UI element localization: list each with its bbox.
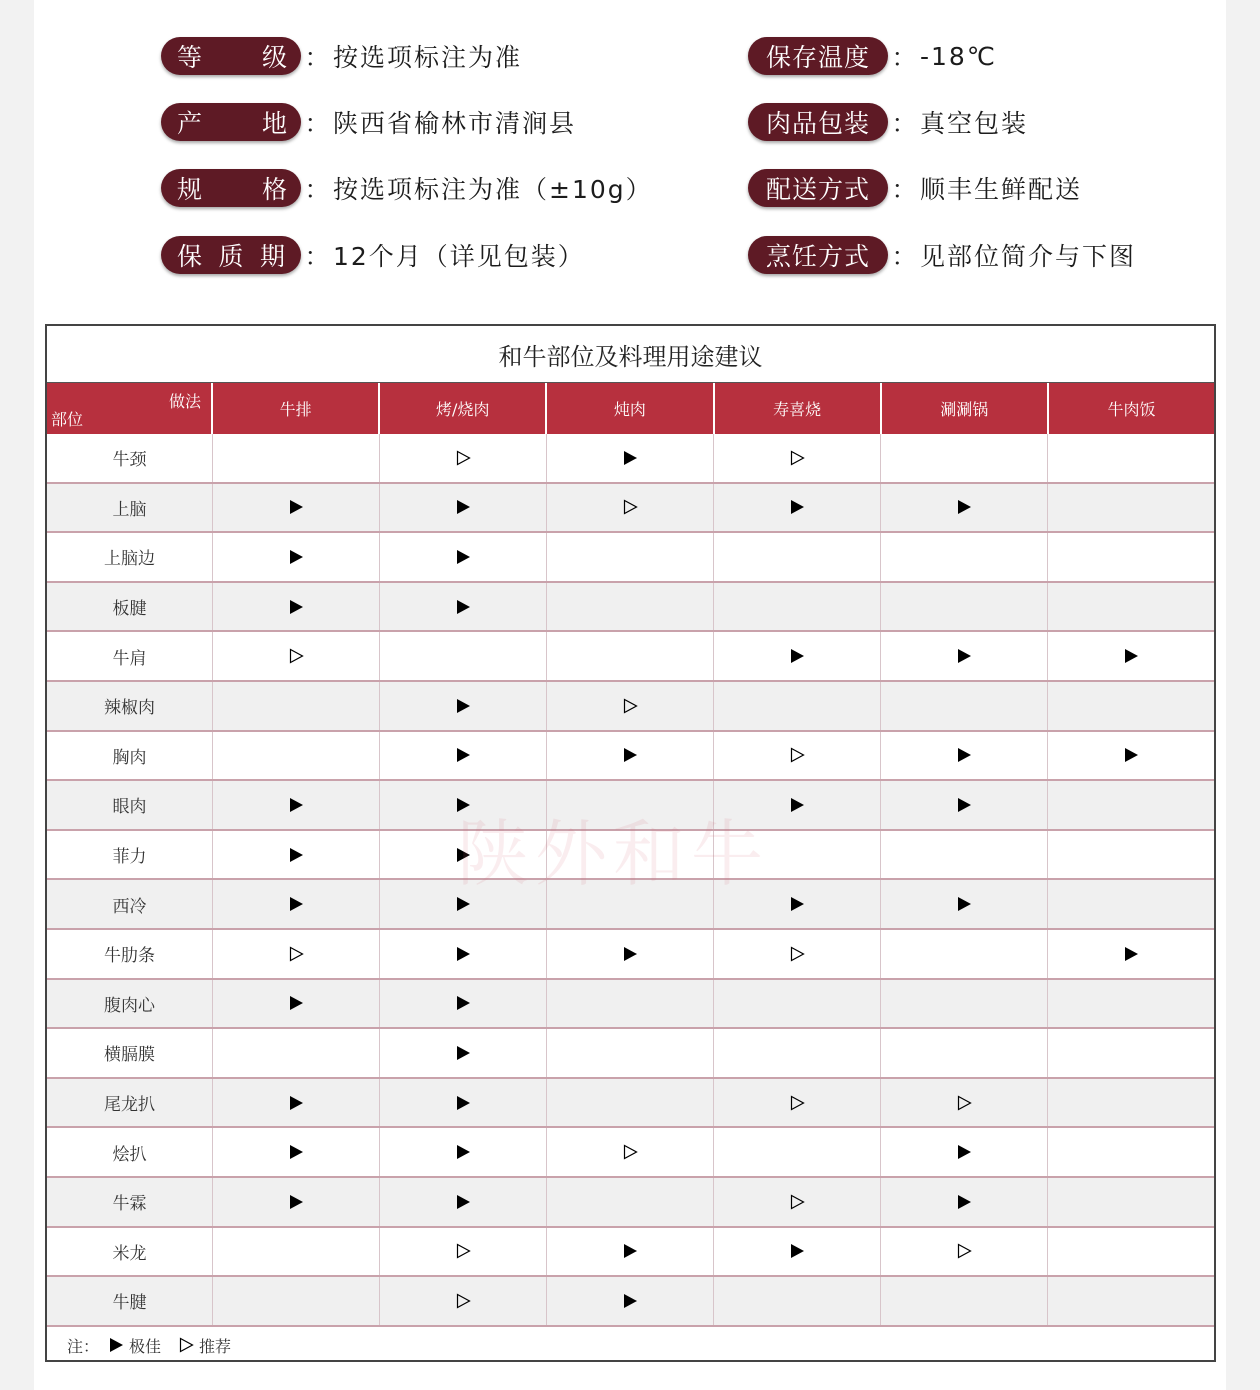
table-cell — [881, 831, 1048, 879]
corner-method-label: 做法 — [168, 392, 201, 411]
table-cell — [1048, 930, 1214, 978]
table-cell — [380, 880, 547, 928]
table-cell — [1048, 781, 1214, 829]
info-row-left — [161, 36, 522, 76]
info-label-char: 质 — [218, 242, 244, 271]
table-cell — [881, 1029, 1048, 1077]
filled-triangle-icon — [287, 1193, 305, 1211]
filled-triangle-icon — [788, 647, 806, 665]
outline-triangle-icon — [788, 746, 806, 764]
table-cell — [213, 484, 380, 532]
table-row — [47, 930, 1214, 980]
filled-triangle-icon — [955, 1193, 973, 1211]
info-row-left — [161, 168, 653, 208]
table-cell — [1048, 533, 1214, 581]
table-cell — [213, 930, 380, 978]
filled-triangle-icon — [287, 1143, 305, 1161]
table-cell — [714, 1228, 881, 1276]
table-cell — [714, 980, 881, 1028]
table-cell — [881, 682, 1048, 730]
table-cell — [213, 583, 380, 631]
filled-triangle-icon — [287, 548, 305, 566]
outline-triangle-icon — [177, 1336, 195, 1354]
table-cell — [547, 632, 714, 680]
info-label-pill: 烹饪方式 — [748, 236, 888, 274]
filled-triangle-icon — [287, 846, 305, 864]
table-cell — [380, 484, 547, 532]
column-header: 涮涮锅 — [882, 383, 1049, 434]
table-cell — [213, 1029, 380, 1077]
column-header: 牛肉饭 — [1107, 400, 1156, 419]
outline-triangle-icon — [454, 1292, 472, 1310]
table-cell — [547, 1029, 714, 1077]
table-cell — [714, 1277, 881, 1325]
table-cell — [1048, 880, 1214, 928]
table-cell — [881, 434, 1048, 482]
table-row — [47, 980, 1214, 1030]
table-cell — [714, 1029, 881, 1077]
info-value: 真空包装 — [920, 109, 1029, 138]
outline-triangle-icon — [454, 449, 472, 467]
info-value: 见部位简介与下图 — [920, 242, 1137, 271]
outline-triangle-icon — [788, 1094, 806, 1112]
table-cell — [380, 1029, 547, 1077]
info-row-right — [748, 36, 997, 76]
outline-triangle-icon — [621, 1143, 639, 1161]
row-part-name: 牛颈 — [47, 434, 213, 482]
info-label-pill — [161, 236, 301, 274]
table-cell — [380, 1128, 547, 1176]
table-cell — [714, 880, 881, 928]
info-colon: ： — [891, 175, 917, 204]
table-cell — [380, 682, 547, 730]
filled-triangle-icon — [454, 746, 472, 764]
table-row — [47, 1277, 1214, 1327]
table-cell — [1048, 732, 1214, 780]
filled-triangle-icon — [454, 895, 472, 913]
row-part-name: 腹肉心 — [47, 980, 213, 1028]
filled-triangle-icon — [287, 1094, 305, 1112]
info-value: 按选项标注为准 — [333, 43, 523, 72]
outline-triangle-icon — [621, 697, 639, 715]
table-cell — [380, 632, 547, 680]
column-header: 寿喜烧 — [715, 383, 882, 434]
column-header: 炖肉 — [547, 383, 714, 434]
row-part-name: 辣椒肉 — [47, 682, 213, 730]
info-label-pill — [161, 169, 301, 207]
filled-triangle-icon — [454, 1143, 472, 1161]
table-cell — [213, 1178, 380, 1226]
table-cell — [714, 632, 881, 680]
info-row-right — [748, 102, 1028, 142]
table-cell — [213, 1079, 380, 1127]
table-cell — [1048, 434, 1214, 482]
table-cell — [380, 980, 547, 1028]
row-part-name: 牛霖 — [47, 1178, 213, 1226]
table-cell — [714, 434, 881, 482]
info-colon: ： — [891, 109, 917, 138]
cut-usage-table — [45, 324, 1216, 1362]
table-cell — [1048, 1079, 1214, 1127]
table-cell — [1048, 1029, 1214, 1077]
info-label-char: 级 — [261, 43, 287, 72]
table-cell — [213, 880, 380, 928]
header-corner — [47, 383, 213, 434]
table-cell — [881, 1128, 1048, 1176]
filled-triangle-icon — [454, 1044, 472, 1062]
column-header: 烤/烧肉 — [380, 383, 547, 434]
outline-triangle-icon — [287, 647, 305, 665]
table-cell — [380, 831, 547, 879]
table-cell — [547, 980, 714, 1028]
table-cell — [380, 781, 547, 829]
info-colon: ： — [304, 43, 330, 72]
filled-triangle-icon — [287, 994, 305, 1012]
filled-triangle-icon — [788, 895, 806, 913]
filled-triangle-icon — [621, 1292, 639, 1310]
table-cell — [380, 1178, 547, 1226]
info-colon: ： — [304, 175, 330, 204]
table-row — [47, 533, 1214, 583]
table-cell — [213, 831, 380, 879]
table-cell — [881, 930, 1048, 978]
filled-triangle-icon — [454, 945, 472, 963]
table-cell — [881, 980, 1048, 1028]
table-cell — [1048, 1277, 1214, 1325]
info-label-pill: 配送方式 — [748, 169, 888, 207]
row-part-name: 牛腱 — [47, 1277, 213, 1325]
table-cell — [380, 1079, 547, 1127]
outline-triangle-icon — [955, 1094, 973, 1112]
table-row — [47, 434, 1214, 484]
row-part-name: 上脑 — [47, 484, 213, 532]
table-cell — [714, 682, 881, 730]
filled-triangle-icon — [454, 796, 472, 814]
row-part-name: 横膈膜 — [47, 1029, 213, 1077]
table-cell — [547, 930, 714, 978]
filled-triangle-icon — [955, 746, 973, 764]
table-row — [47, 781, 1214, 831]
table-cell — [380, 732, 547, 780]
info-label-char: 格 — [261, 175, 287, 204]
table-row — [47, 1178, 1214, 1228]
table-row — [47, 1029, 1214, 1079]
table-cell — [213, 1228, 380, 1276]
table-cell — [380, 1228, 547, 1276]
table-cell — [1048, 831, 1214, 879]
info-row-right — [748, 168, 1082, 208]
table-cell — [380, 434, 547, 482]
table-row — [47, 484, 1214, 534]
table-cell — [380, 930, 547, 978]
table-cell — [547, 1079, 714, 1127]
row-part-name: 米龙 — [47, 1228, 213, 1276]
filled-triangle-icon — [287, 498, 305, 516]
table-cell — [1048, 1128, 1214, 1176]
filled-triangle-icon — [454, 1094, 472, 1112]
legend-best-label: 极佳 — [129, 1336, 162, 1356]
table-cell — [547, 732, 714, 780]
table-cell — [547, 1128, 714, 1176]
table-cell — [380, 533, 547, 581]
filled-triangle-icon — [107, 1336, 125, 1354]
filled-triangle-icon — [454, 548, 472, 566]
table-cell — [1048, 632, 1214, 680]
table-cell — [881, 880, 1048, 928]
table-row — [47, 682, 1214, 732]
table-cell — [213, 980, 380, 1028]
table-cell — [1048, 682, 1214, 730]
filled-triangle-icon — [788, 498, 806, 516]
filled-triangle-icon — [955, 895, 973, 913]
info-label-pill — [161, 37, 301, 75]
table-cell — [881, 583, 1048, 631]
filled-triangle-icon — [788, 1242, 806, 1260]
row-part-name: 尾龙扒 — [47, 1079, 213, 1127]
info-row-left — [161, 235, 585, 275]
table-cell — [1048, 1178, 1214, 1226]
info-row-left — [161, 102, 576, 142]
filled-triangle-icon — [621, 1242, 639, 1260]
table-cell — [881, 1178, 1048, 1226]
table-cell — [881, 632, 1048, 680]
filled-triangle-icon — [287, 598, 305, 616]
table-cell — [714, 781, 881, 829]
filled-triangle-icon — [1122, 647, 1140, 665]
table-cell — [547, 880, 714, 928]
info-label-char: 保 — [177, 242, 203, 271]
filled-triangle-icon — [955, 1143, 973, 1161]
table-row — [47, 880, 1214, 930]
row-part-name: 上脑边 — [47, 533, 213, 581]
table-cell — [1048, 484, 1214, 532]
column-header: 牛排 — [213, 383, 380, 434]
outline-triangle-icon — [788, 449, 806, 467]
row-part-name: 牛肋条 — [47, 930, 213, 978]
row-part-name: 菲力 — [47, 831, 213, 879]
corner-part-label: 部位 — [51, 410, 84, 429]
table-cell — [881, 533, 1048, 581]
info-colon: ： — [891, 242, 917, 271]
table-row — [47, 1079, 1214, 1129]
table-cell — [547, 434, 714, 482]
table-row — [47, 732, 1214, 782]
info-value: -18℃ — [920, 41, 997, 71]
row-part-name: 胸肉 — [47, 732, 213, 780]
table-cell — [714, 533, 881, 581]
outline-triangle-icon — [788, 1193, 806, 1211]
info-colon: ： — [891, 43, 917, 72]
filled-triangle-icon — [454, 846, 472, 864]
filled-triangle-icon — [454, 1193, 472, 1211]
table-body — [47, 434, 1214, 1327]
filled-triangle-icon — [788, 796, 806, 814]
table-cell — [213, 732, 380, 780]
table-cell — [547, 1178, 714, 1226]
table-cell — [547, 533, 714, 581]
info-label-char: 期 — [259, 242, 285, 271]
table-cell — [714, 930, 881, 978]
info-label-char: 等 — [177, 43, 203, 72]
table-cell — [547, 682, 714, 730]
table-cell — [213, 781, 380, 829]
info-colon: ： — [304, 109, 330, 138]
table-cell — [547, 484, 714, 532]
table-cell — [1048, 980, 1214, 1028]
table-cell — [547, 1228, 714, 1276]
filled-triangle-icon — [955, 647, 973, 665]
info-label-char: 产 — [177, 109, 203, 138]
table-cell — [213, 533, 380, 581]
table-cell — [881, 1277, 1048, 1325]
table-cell — [380, 1277, 547, 1325]
info-label-pill — [161, 103, 301, 141]
filled-triangle-icon — [955, 498, 973, 516]
table-cell — [547, 583, 714, 631]
filled-triangle-icon — [454, 498, 472, 516]
table-cell — [1048, 1228, 1214, 1276]
info-label-pill: 保存温度 — [748, 37, 888, 75]
table-cell — [714, 1128, 881, 1176]
outline-triangle-icon — [955, 1242, 973, 1260]
info-row-right — [748, 235, 1136, 275]
filled-triangle-icon — [1122, 746, 1140, 764]
table-cell — [213, 1277, 380, 1325]
outline-triangle-icon — [621, 498, 639, 516]
row-part-name: 眼肉 — [47, 781, 213, 829]
info-value: 陕西省榆林市清涧县 — [333, 109, 577, 138]
legend-prefix: 注： — [67, 1336, 100, 1356]
table-cell — [881, 1228, 1048, 1276]
table-cell — [547, 781, 714, 829]
legend-recommended — [177, 1334, 231, 1357]
legend-note — [47, 1327, 1214, 1364]
table-cell — [1048, 583, 1214, 631]
row-part-name: 西冷 — [47, 880, 213, 928]
info-value: 12个月（详见包装） — [333, 242, 585, 271]
table-cell — [714, 732, 881, 780]
table-cell — [881, 732, 1048, 780]
table-row — [47, 1128, 1214, 1178]
table-cell — [714, 831, 881, 879]
table-cell — [881, 781, 1048, 829]
table-row — [47, 831, 1214, 881]
filled-triangle-icon — [454, 598, 472, 616]
info-label-char: 地 — [261, 109, 287, 138]
table-cell — [547, 1277, 714, 1325]
table-header — [47, 383, 1214, 434]
table-row — [47, 632, 1214, 682]
table-cell — [881, 484, 1048, 532]
table-cell — [213, 1128, 380, 1176]
filled-triangle-icon — [621, 746, 639, 764]
watermark: 陕外和牛 — [457, 812, 770, 896]
filled-triangle-icon — [454, 697, 472, 715]
info-label-char: 规 — [177, 175, 203, 204]
legend-best — [107, 1334, 161, 1357]
legend-recommended-label: 推荐 — [199, 1336, 232, 1356]
row-part-name: 牛肩 — [47, 632, 213, 680]
row-part-name: 板腱 — [47, 583, 213, 631]
info-value: 顺丰生鲜配送 — [920, 175, 1083, 204]
row-part-name: 烩扒 — [47, 1128, 213, 1176]
table-cell — [213, 682, 380, 730]
filled-triangle-icon — [287, 895, 305, 913]
outline-triangle-icon — [454, 1242, 472, 1260]
filled-triangle-icon — [621, 945, 639, 963]
info-value: 按选项标注为准（±10g） — [333, 175, 653, 204]
outline-triangle-icon — [788, 945, 806, 963]
filled-triangle-icon — [287, 796, 305, 814]
filled-triangle-icon — [1122, 945, 1140, 963]
table-row — [47, 1228, 1214, 1278]
filled-triangle-icon — [454, 994, 472, 1012]
table-cell — [714, 1079, 881, 1127]
table-cell — [380, 583, 547, 631]
table-cell — [881, 1079, 1048, 1127]
table-cell — [213, 632, 380, 680]
outline-triangle-icon — [287, 945, 305, 963]
table-cell — [213, 434, 380, 482]
table-row — [47, 583, 1214, 633]
table-cell — [547, 831, 714, 879]
table-title: 和牛部位及料理用途建议 — [47, 326, 1214, 383]
info-label-pill: 肉品包装 — [748, 103, 888, 141]
filled-triangle-icon — [955, 796, 973, 814]
table-cell — [714, 583, 881, 631]
info-colon: ： — [304, 242, 330, 271]
filled-triangle-icon — [621, 449, 639, 467]
table-cell — [714, 484, 881, 532]
table-cell — [714, 1178, 881, 1226]
